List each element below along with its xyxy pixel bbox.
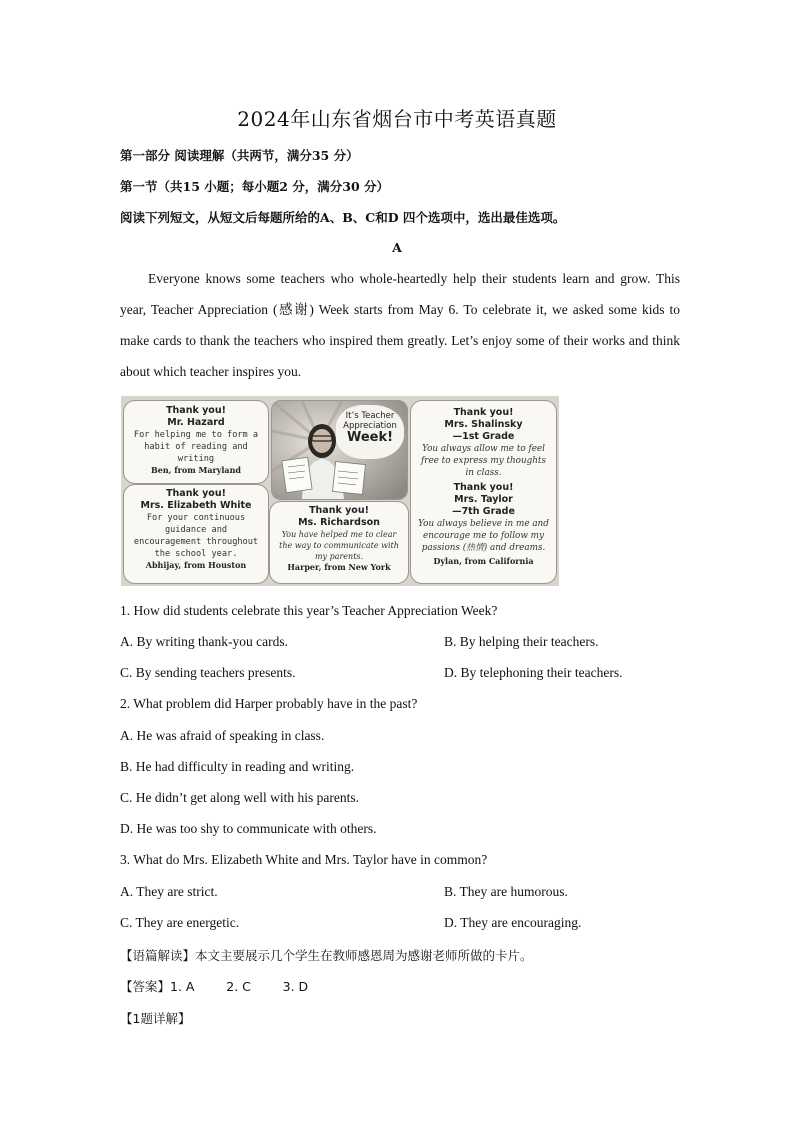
question-2: 2. What problem did Harper probably have in the past? <box>120 696 418 711</box>
passage-label: A <box>392 240 402 255</box>
card-mrs-elizabeth-white: Thank you! Mrs. Elizabeth White For your continuous guidance and encouragement throughout the school year. Abhijay, from Houston <box>123 484 269 584</box>
detail-heading: 【1题详解】 <box>120 1011 191 1026</box>
option-1a: A. By writing thank-you cards. <box>120 634 288 649</box>
option-1d: D. By telephoning their teachers. <box>444 665 623 680</box>
question-1: 1. How did students celebrate this year’s Teacher Appreciation Week? <box>120 603 498 618</box>
card-mrs-shalinsky-mrs-taylor: Thank you! Mrs. Shalinsky —1st Grade You always allow me to feel free to express my thoughts in class. Thank you! Mrs. Taylor —7th Grade You always believe in me and encourage me to follow my passions (热情) and dreams. Dylan, from California <box>410 400 557 584</box>
teacher-cards-image <box>121 396 559 586</box>
card-ms-richardson: Thank you! Ms. Richardson You have helped me to clear the way to communicate with my parents. Harper, from New York <box>269 501 409 584</box>
option-3d: D. They are encouraging. <box>444 915 582 930</box>
option-3c: C. They are energetic. <box>120 915 240 930</box>
reading-analysis: 【语篇解读】本文主要展示几个学生在教师感恩周为感谢老师所做的卡片。 <box>120 948 533 963</box>
option-2c: C. He didn’t get along well with his parents. <box>120 790 359 805</box>
passage-text: Everyone knows some teachers who whole-heartedly help their students learn and grow. This year, Teacher Appreciation (感谢) Week starts from May 6. To celebrate it, we asked some kids to make cards to thank the teachers who inspired them greatly. Let’s enjoy some of their works and think about which teacher inspires you. <box>120 271 680 379</box>
card-mr-hazard: Thank you! Mr. Hazard For helping me to form a habit of reading and writing Ben, from Maryland <box>123 400 269 484</box>
option-2d: D. He was too shy to communicate with others. <box>120 821 377 836</box>
option-1c: C. By sending teachers presents. <box>120 665 296 680</box>
question-3: 3. What do Mrs. Elizabeth White and Mrs. Taylor have in common? <box>120 852 488 867</box>
page-title: 2024年山东省烟台市中考英语真题 <box>237 107 557 131</box>
option-3b: B. They are humorous. <box>444 884 568 899</box>
answer-key: 【答案】1. A 2. C 3. D <box>120 979 309 994</box>
option-2b: B. He had difficulty in reading and writing. <box>120 759 355 774</box>
instruction-text: 阅读下列短文，从短文后每题所给的A、B、C和D 四个选项中，选出最佳选项。 <box>120 210 566 225</box>
option-3a: A. They are strict. <box>120 884 218 899</box>
speech-bubble: It’s Teacher Appreciation Week! <box>336 405 404 459</box>
section-heading: 第一节（共15 小题；每小题2 分，满分30 分） <box>120 179 390 194</box>
teacher-appreciation-photo <box>271 400 408 500</box>
part-heading: 第一部分 阅读理解（共两节，满分35 分） <box>120 148 359 163</box>
option-1b: B. By helping their teachers. <box>444 634 599 649</box>
option-2a: A. He was afraid of speaking in class. <box>120 728 325 743</box>
